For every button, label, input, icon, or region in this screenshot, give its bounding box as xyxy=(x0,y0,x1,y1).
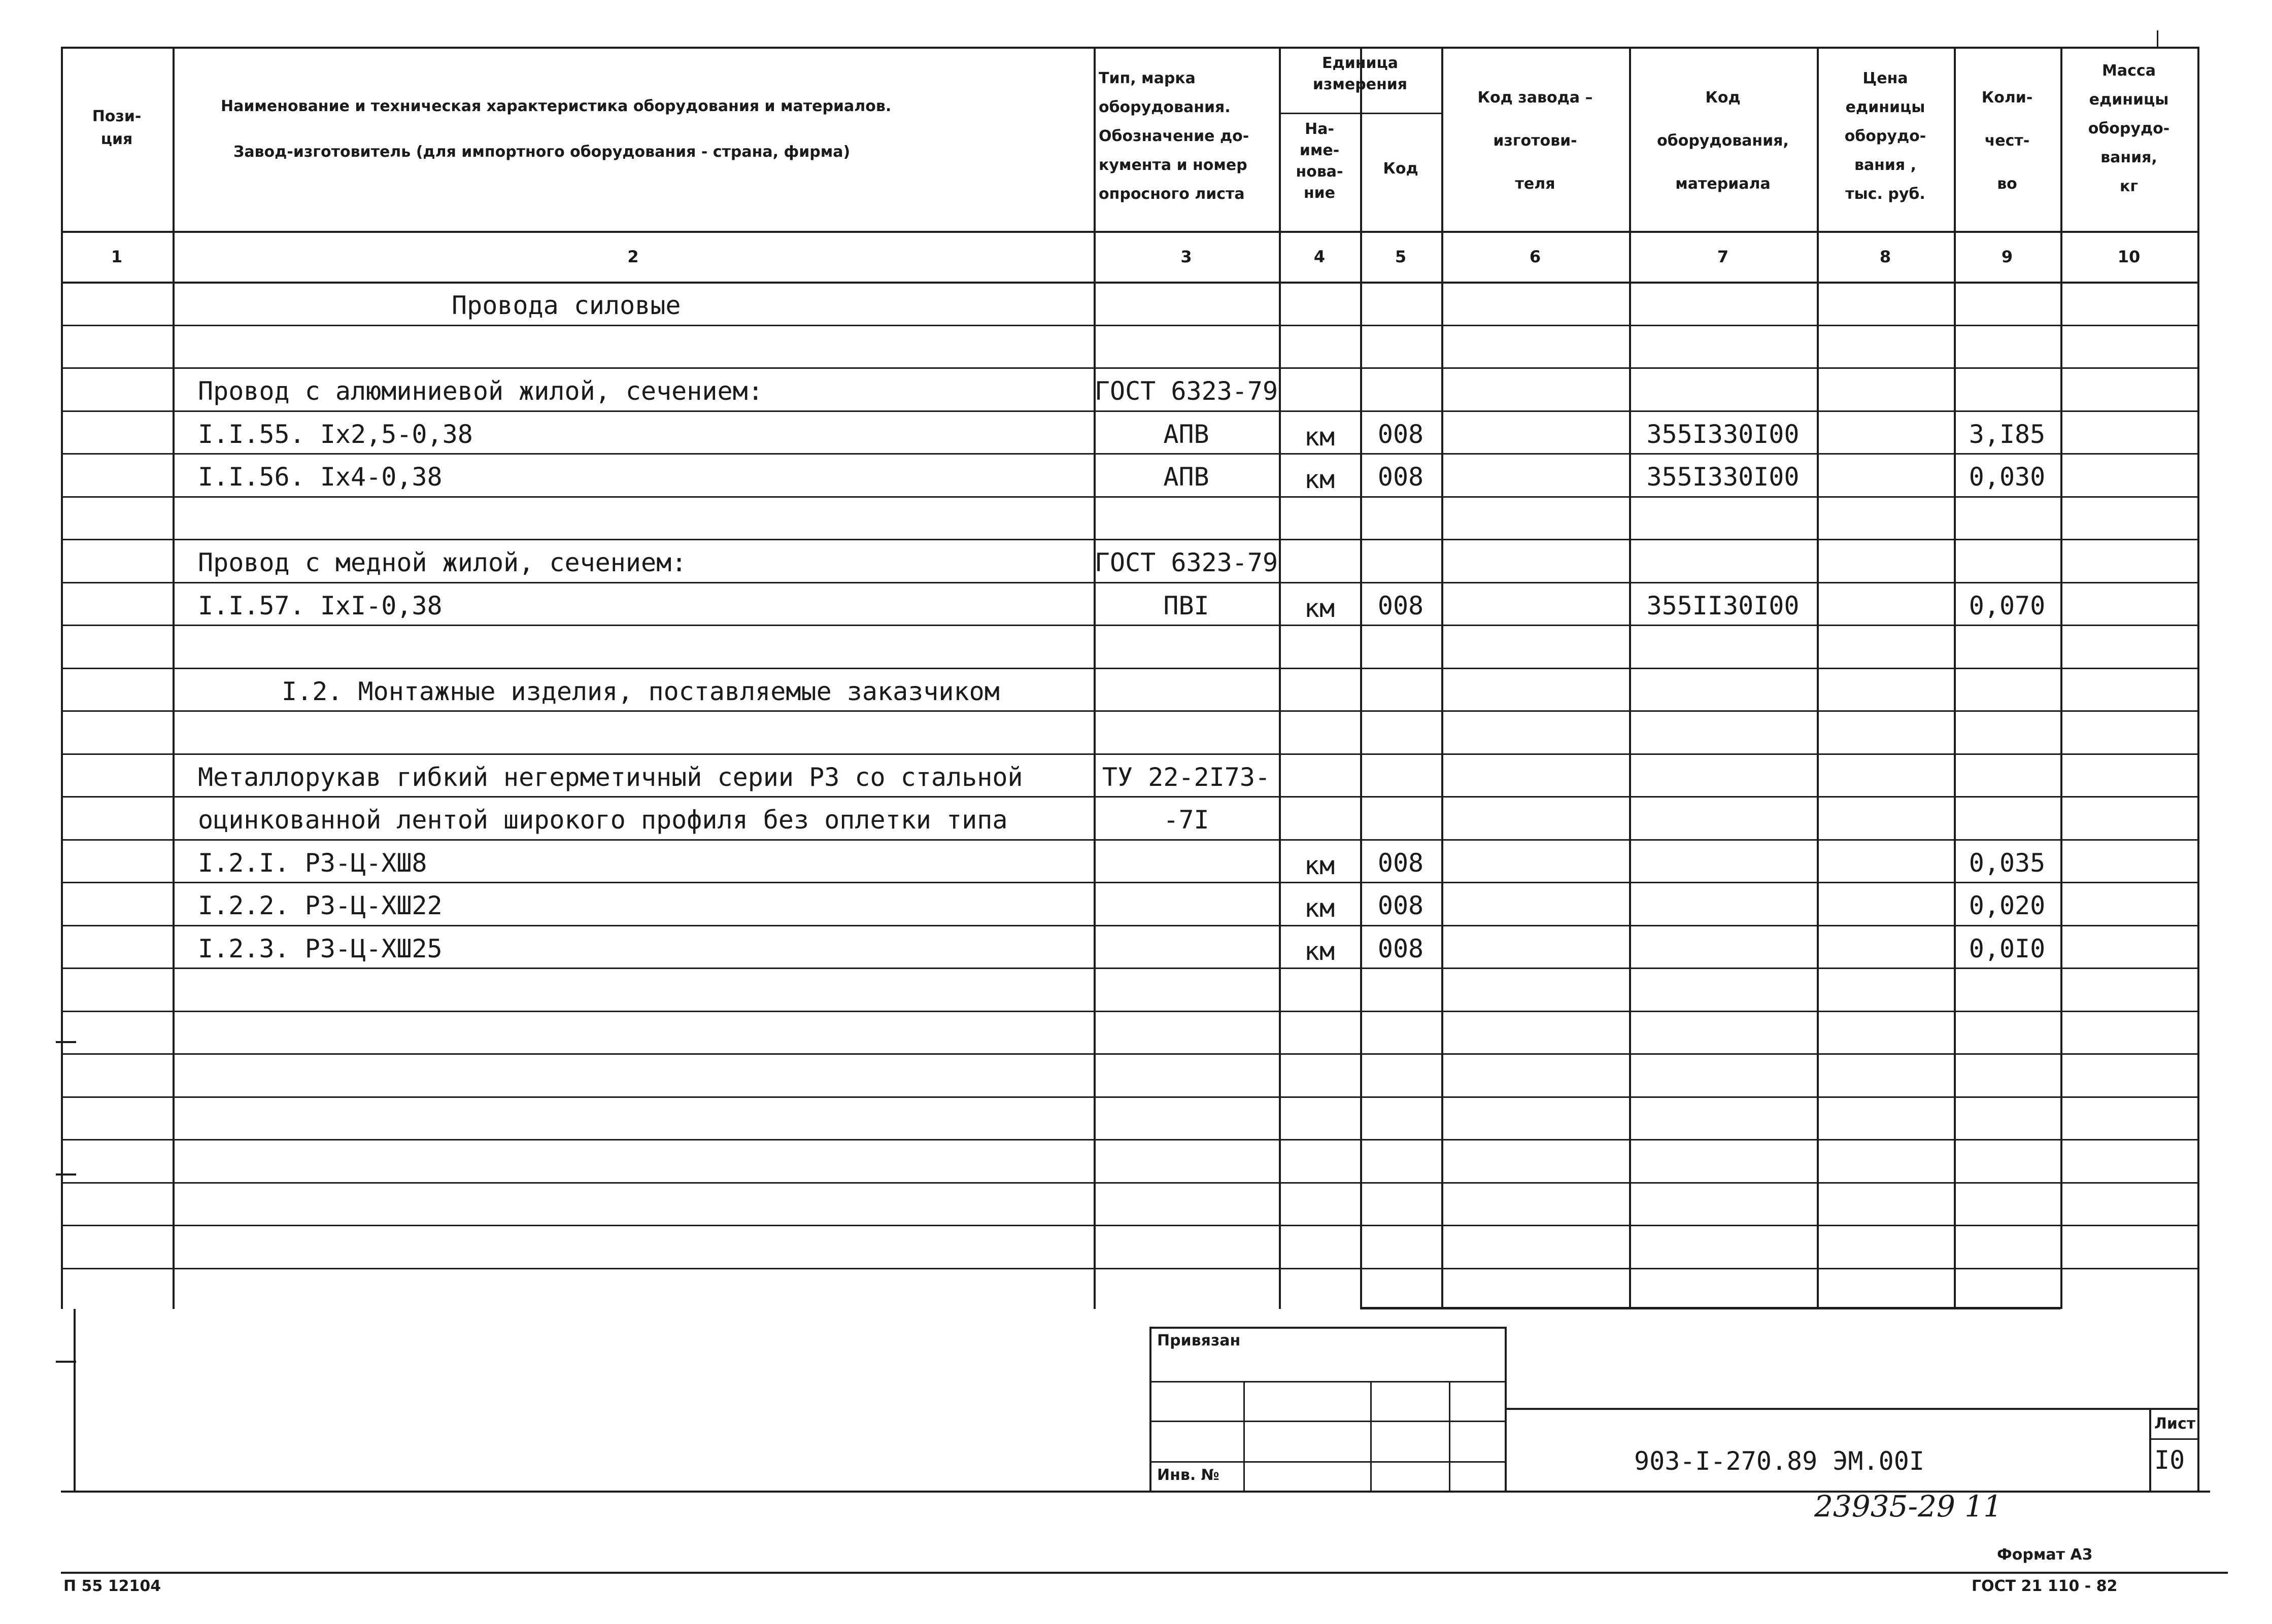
row-line-3 xyxy=(61,453,2197,455)
column-number-10: 10 xyxy=(2117,247,2141,266)
row-doc-12: -7I xyxy=(1163,805,1209,835)
column-line-6 xyxy=(1629,47,1631,1309)
column-line-2 xyxy=(1094,47,1096,1309)
row-name-7: I.I.57. IхI-0,38 xyxy=(198,591,443,620)
row-doc-11: ТУ 22-2I73- xyxy=(1102,763,1271,792)
sheet-number: I0 xyxy=(2154,1445,2185,1475)
footer-gost: ГОСТ 21 110 - 82 xyxy=(1972,1577,2118,1595)
row-name-3: I.I.55. Iх2,5-0,38 xyxy=(198,420,473,449)
header-mass-2: оборудо- xyxy=(2088,120,2170,137)
titleblock-top xyxy=(1505,1408,2197,1410)
column-number-3: 3 xyxy=(1180,247,1192,266)
column-number-5: 5 xyxy=(1395,247,1407,266)
footer-format: Формат А3 xyxy=(1997,1546,2093,1564)
column-line-7 xyxy=(1817,47,1819,1309)
frame-right-lower xyxy=(2197,1309,2199,1492)
row-code-15: 008 xyxy=(1377,934,1424,963)
row-line-2 xyxy=(61,410,2197,412)
stamp-col-2 xyxy=(1449,1381,1450,1491)
header-equip-code-1: оборудования, xyxy=(1657,132,1789,150)
row-unit-13: км xyxy=(1304,851,1335,880)
row-line-12 xyxy=(61,839,2197,841)
row-name-11: Металлорукав гибкий негерметичный серии РЗ со стальной xyxy=(198,763,1023,792)
stamp-inv-label: Инв. № xyxy=(1157,1466,1219,1484)
row-line-21 xyxy=(61,1225,2197,1226)
left-margin-tick-0 xyxy=(56,1041,76,1043)
handwritten-number: 23935-29 11 xyxy=(1814,1489,2003,1524)
header-unit-group-1: измерения xyxy=(1312,76,1408,93)
row-line-1 xyxy=(61,367,2197,369)
column-number-4: 4 xyxy=(1313,247,1326,266)
header-qty-0: Коли- xyxy=(1981,89,2033,107)
row-code-13: 008 xyxy=(1377,848,1424,878)
header-unit-name-2: нова- xyxy=(1296,163,1343,181)
header-mass-0: Масса xyxy=(2102,62,2156,80)
column-line-4 xyxy=(1360,47,1362,1309)
row-line-5 xyxy=(61,539,2197,540)
row-qty-15: 0,0I0 xyxy=(1969,934,2046,963)
row-unit-4: км xyxy=(1304,465,1335,494)
header-factory-code-2: теля xyxy=(1515,175,1555,193)
header-qty-2: во xyxy=(1997,175,2017,193)
row-line-16 xyxy=(61,1011,2197,1012)
row-unit-14: км xyxy=(1304,893,1335,923)
sheet-label: Лист xyxy=(2154,1415,2196,1433)
row-code-14: 008 xyxy=(1377,891,1424,920)
row-line-15 xyxy=(61,968,2197,969)
header-qty-1: чест- xyxy=(1984,132,2030,150)
row-line-17 xyxy=(61,1053,2197,1055)
row-equip-3: 355I330I00 xyxy=(1646,420,1800,449)
row-qty-13: 0,035 xyxy=(1969,848,2046,878)
stamp-top xyxy=(1149,1327,1505,1329)
column-number-1: 1 xyxy=(111,247,123,266)
row-line-18 xyxy=(61,1096,2197,1098)
row-line-13 xyxy=(61,882,2197,883)
header-factory-code-0: Код завода – xyxy=(1477,89,1593,107)
row-line-11 xyxy=(61,796,2197,798)
row-line-8 xyxy=(61,668,2197,669)
row-line-14 xyxy=(61,925,2197,926)
row-name-6: Провод с медной жилой, сечением: xyxy=(198,548,687,577)
row-qty-3: 3,I85 xyxy=(1969,420,2046,449)
stamp-line-3 xyxy=(1149,1461,1505,1463)
left-margin-tick-1 xyxy=(56,1173,76,1176)
header-unit-name-1: име- xyxy=(1299,142,1340,159)
footer-left-code: П 55 12104 xyxy=(63,1577,161,1595)
row-equip-7: 355II30I00 xyxy=(1646,591,1800,620)
header-equip-code-2: материала xyxy=(1675,175,1771,193)
header-position-2: ция xyxy=(100,130,133,148)
row-unit-7: км xyxy=(1304,594,1335,623)
header-type-line-4: опросного листа xyxy=(1099,185,1245,203)
sheet-box-left xyxy=(2149,1408,2151,1492)
row-name-13: I.2.I. РЗ-Ц-ХШ8 xyxy=(198,848,427,878)
row-name-0: Провода силовые xyxy=(452,291,681,320)
footer-line xyxy=(61,1572,2228,1574)
row-doc-2: ГОСТ 6323-79 xyxy=(1094,376,1278,406)
header-price-0: Цена xyxy=(1862,70,1908,87)
row-doc-3: АПВ xyxy=(1163,420,1209,449)
header-type-line-0: Тип, марка xyxy=(1099,70,1196,87)
column-line-9 xyxy=(2060,47,2062,1309)
row-line-4 xyxy=(61,496,2197,498)
header-unit-name-3: ние xyxy=(1303,184,1336,202)
left-margin-tick-2 xyxy=(56,1361,76,1363)
column-number-7: 7 xyxy=(1717,247,1729,266)
header-mass-1: единицы xyxy=(2089,91,2169,109)
header-position-1: Пози- xyxy=(92,108,142,125)
unit-subheader-line xyxy=(1279,113,1441,114)
row-qty-14: 0,020 xyxy=(1969,891,2046,920)
header-name-line2: Завод-изготовитель (для импортного оборудования - страна, фирма) xyxy=(233,143,851,161)
top-tick xyxy=(2157,30,2158,48)
row-code-7: 008 xyxy=(1377,591,1424,620)
row-unit-15: км xyxy=(1304,937,1335,966)
header-type-line-1: оборудования. xyxy=(1099,98,1231,116)
header-price-3: вания , xyxy=(1854,156,1917,174)
stamp-line-1 xyxy=(1149,1381,1505,1383)
row-line-9 xyxy=(61,710,2197,712)
header-price-4: тыс. руб. xyxy=(1845,185,1925,203)
sheet-box-divider xyxy=(2149,1438,2197,1440)
row-line-22 xyxy=(61,1268,2197,1269)
row-code-4: 008 xyxy=(1377,462,1424,492)
header-type-line-3: кумента и номер xyxy=(1099,156,1247,174)
table-top-border xyxy=(61,47,2197,49)
row-doc-6: ГОСТ 6323-79 xyxy=(1094,548,1278,577)
column-number-9: 9 xyxy=(2001,247,2013,266)
row-qty-7: 0,070 xyxy=(1969,591,2046,620)
header-equip-code-0: Код xyxy=(1705,89,1741,107)
row-code-3: 008 xyxy=(1377,420,1424,449)
header-price-1: единицы xyxy=(1845,98,1925,116)
header-unit-code: Код xyxy=(1383,160,1418,178)
column-line-8 xyxy=(1954,47,1956,1309)
row-name-2: Провод с алюминиевой жилой, сечением: xyxy=(198,376,763,406)
row-name-9: I.2. Монтажные изделия, поставляемые заказчиком xyxy=(282,677,1000,706)
frame-left-lower xyxy=(74,1309,76,1492)
numbers-bottom-border xyxy=(61,282,2197,284)
row-doc-7: ПВI xyxy=(1163,591,1209,620)
header-type-line-2: Обозначение до- xyxy=(1099,127,1249,145)
header-mass-4: кг xyxy=(2119,178,2139,195)
header-factory-code-1: изготови- xyxy=(1493,132,1577,150)
stamp-left xyxy=(1149,1327,1151,1491)
header-name-line1: Наименование и техническая характеристика оборудования и материалов. xyxy=(221,97,892,115)
column-number-8: 8 xyxy=(1879,247,1891,266)
document-number: 903-I-270.89 ЭМ.00I xyxy=(1634,1446,1924,1476)
stamp-bound-label: Привязан xyxy=(1157,1332,1241,1350)
table-right-border xyxy=(2197,47,2199,1309)
column-number-6: 6 xyxy=(1529,247,1541,266)
row-doc-4: АПВ xyxy=(1163,462,1209,492)
column-line-3 xyxy=(1279,47,1281,1309)
column-number-2: 2 xyxy=(627,247,639,266)
row-name-15: I.2.3. РЗ-Ц-ХШ25 xyxy=(198,934,443,963)
row-unit-3: км xyxy=(1304,422,1335,452)
row-line-10 xyxy=(61,753,2197,755)
header-unit-name-0: На- xyxy=(1305,120,1334,138)
header-mass-3: вания, xyxy=(2100,149,2157,166)
row-line-19 xyxy=(61,1139,2197,1141)
stamp-col-1 xyxy=(1370,1381,1372,1491)
table-left-border xyxy=(61,47,63,1309)
row-line-0 xyxy=(61,325,2197,326)
row-name-14: I.2.2. РЗ-Ц-ХШ22 xyxy=(198,891,443,920)
rows-bottom-thick xyxy=(1360,1307,2060,1309)
row-line-7 xyxy=(61,625,2197,626)
column-line-5 xyxy=(1441,47,1443,1309)
row-equip-4: 355I330I00 xyxy=(1646,462,1800,492)
header-bottom-border xyxy=(61,231,2197,233)
row-line-20 xyxy=(61,1182,2197,1184)
stamp-line-2 xyxy=(1149,1421,1505,1422)
row-name-12: оцинкованной лентой широкого профиля без оплетки типа xyxy=(198,805,1008,835)
stamp-col-0 xyxy=(1243,1381,1245,1491)
row-line-6 xyxy=(61,582,2197,583)
row-qty-4: 0,030 xyxy=(1969,462,2046,492)
row-name-4: I.I.56. Iх4-0,38 xyxy=(198,462,443,492)
header-price-2: оборудо- xyxy=(1844,127,1926,145)
column-line-1 xyxy=(173,47,175,1309)
header-unit-group-0: Единица xyxy=(1322,54,1398,72)
